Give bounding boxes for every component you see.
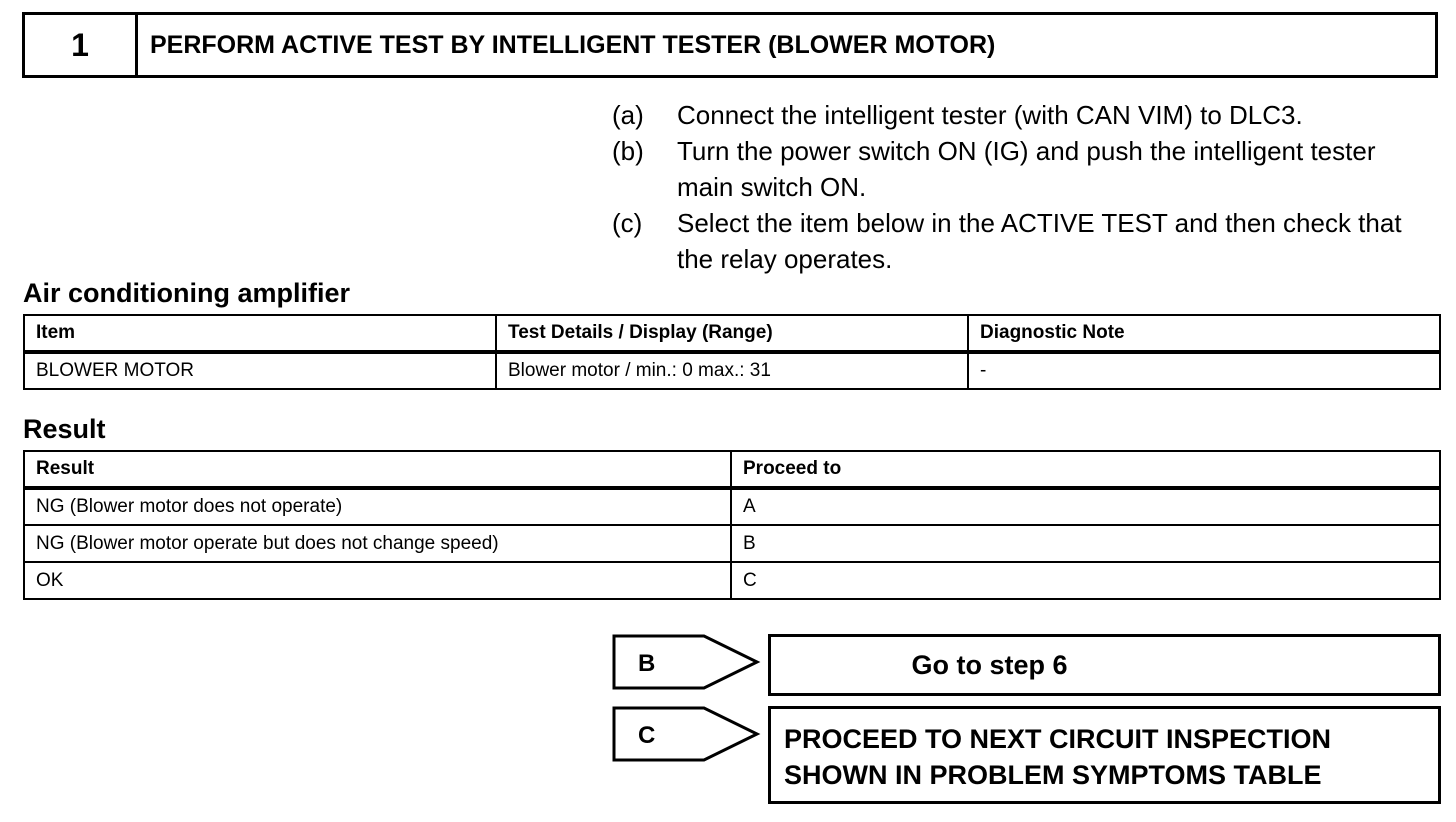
table-row [24, 488, 1440, 525]
branch-c-action-box [768, 706, 1441, 804]
branch-action-text: Go to step 6 [911, 649, 1068, 680]
instruction-text: Select the item below in the ACTIVE TEST and then check that the relay operates. [677, 208, 1402, 274]
instruction-item [612, 97, 1432, 133]
table-row [24, 562, 1440, 599]
table-row [24, 352, 1440, 389]
result-table [23, 450, 1441, 600]
instruction-text: Connect the intelligent tester (with CAN VIM) to DLC3. [677, 100, 1303, 130]
branch-action-text: PROCEED TO NEXT CIRCUIT INSPECTION SHOWN IN PROBLEM SYMPTOMS TABLE [784, 724, 1332, 790]
table-row [24, 525, 1440, 562]
table-cell: OK [24, 562, 731, 599]
instruction-list [612, 97, 1432, 277]
column-header: Result [24, 451, 731, 488]
instruction-item [612, 205, 1432, 277]
instruction-text: Turn the power switch ON (IG) and push the intelligent tester main switch ON. [677, 136, 1376, 202]
table-header-row [24, 315, 1440, 352]
instruction-label: (a) [612, 100, 644, 130]
branch-c-arrow-tag [612, 706, 762, 762]
column-header: Test Details / Display (Range) [496, 315, 968, 352]
column-header: Diagnostic Note [968, 315, 1440, 352]
instruction-label: (c) [612, 208, 643, 238]
table-cell: Blower motor / min.: 0 max.: 31 [496, 352, 968, 389]
table-cell: NG (Blower motor operate but does not change speed) [24, 525, 731, 562]
column-header: Item [24, 315, 496, 352]
amplifier-table [23, 314, 1441, 390]
result-section-title: Result [23, 414, 106, 444]
step-number: 1 [25, 15, 138, 75]
table-cell: B [731, 525, 1440, 562]
branch-b-arrow-tag [612, 634, 762, 690]
instruction-label: (b) [612, 136, 644, 166]
instruction-item [612, 133, 1432, 205]
step-header [22, 12, 1438, 78]
table-cell: BLOWER MOTOR [24, 352, 496, 389]
arrow-tag-shape [614, 708, 757, 760]
step-title: PERFORM ACTIVE TEST BY INTELLIGENT TESTER (BLOWER MOTOR) [150, 30, 996, 59]
table-cell: C [731, 562, 1440, 599]
table-header-row [24, 451, 1440, 488]
branch-tag-label: B [638, 650, 656, 677]
column-header: Proceed to [731, 451, 1440, 488]
table-cell: NG (Blower motor does not operate) [24, 488, 731, 525]
arrow-tag-shape [614, 636, 757, 688]
table-cell: - [968, 352, 1440, 389]
table-cell: A [731, 488, 1440, 525]
branch-b-action-box [768, 634, 1441, 696]
amplifier-section-title: Air conditioning amplifier [23, 278, 351, 308]
branch-tag-label: C [638, 722, 656, 749]
